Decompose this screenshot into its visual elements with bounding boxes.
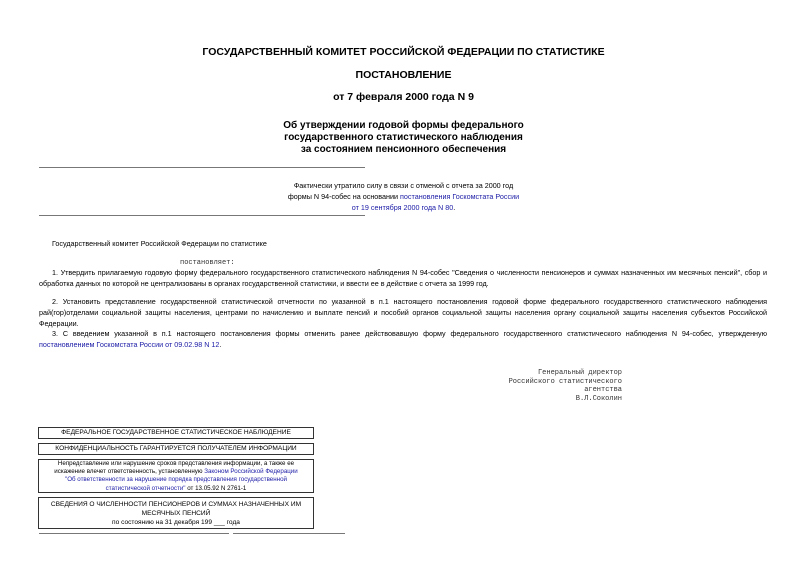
bottom-line — [39, 533, 229, 534]
signature-block — [498, 369, 622, 403]
form-title-line: СВЕДЕНИЯ О ЧИСЛЕННОСТИ ПЕНСИОНЕРОВ И СУММАХ НАЗНАЧЕННЫХ ИМ — [50, 501, 302, 508]
form-box-liability — [38, 459, 314, 493]
resolves-text: постановляет: — [180, 259, 235, 267]
liability-text: искажение влечет ответственность, установленную — [54, 468, 205, 476]
form-box-text: ФЕДЕРАЛЬНОЕ ГОСУДАРСТВЕННОЕ СТАТИСТИЧЕСКОЕ НАБЛЮДЕНИЕ — [61, 429, 291, 436]
status-note-line — [0, 191, 807, 202]
form-box-text — [39, 498, 313, 527]
paragraph-3-end: . — [219, 340, 222, 349]
law-link[interactable]: Законом Российской Федерации — [204, 468, 298, 476]
document-date-number: от 7 февраля 2000 года N 9 — [333, 91, 474, 103]
status-note-line: Фактически утратило силу в связи с отменой с отчета за 2000 год — [293, 181, 514, 190]
signature-line: агентства — [584, 386, 622, 394]
liability-line: Непредставление или нарушение сроков представления информации, а также ее — [57, 460, 295, 467]
title-line: за состоянием пенсионного обеспечения — [300, 144, 507, 155]
signature-line: В.Л.Соколин — [575, 394, 622, 403]
divider-line — [39, 167, 365, 168]
liability-line — [39, 468, 313, 476]
title-line: Об утверждении годовой формы федерального — [283, 120, 524, 131]
status-note-text: формы N 94-собес на основании — [287, 192, 401, 201]
signature-line: Российского статистического — [508, 377, 622, 386]
status-note-text: . — [453, 203, 456, 212]
document-title — [0, 120, 807, 156]
form-box-observation — [38, 427, 314, 439]
signature-line: Генеральный директор — [537, 369, 622, 377]
law-title-link-end[interactable]: статистической отчетности" — [105, 484, 186, 492]
form-box-text: КОНФИДЕНЦИАЛЬНОСТЬ ГАРАНТИРУЕТСЯ ПОЛУЧАТЕЛЕМ ИНФОРМАЦИИ — [55, 445, 297, 452]
form-box-title — [38, 497, 314, 529]
status-note-line — [0, 202, 807, 213]
document-type: ПОСТАНОВЛЕНИЕ — [355, 69, 452, 81]
paragraph-3-text: 3. С введением указанной в п.1 настоящего постановления формы отменить ранее действовавшую форму федерального государственного статистического наблюдения N 94-собес, утвержденную — [52, 329, 767, 338]
divider-line — [39, 215, 365, 216]
repeal-resolution-date-link[interactable]: от 19 сентября 2000 года N 80 — [351, 203, 454, 212]
paragraph-1: 1. Утвердить прилагаемую годовую форму федерального государственного статистического наблюдения N 94-собес "Сведения о численности пенсионеров и суммах назначенных им месячных пенсий", сбор и обработка данных по которой не централизованы в органах государственной статистики, и ввести ее в действие с отчета за 1999 год. — [39, 268, 767, 288]
title-line: государственного статистического наблюдения — [284, 132, 523, 143]
form-date-line: по состоянию на 31 декабря 199 ___ года — [112, 519, 240, 526]
form-title-line: МЕСЯЧНЫХ ПЕНСИЙ — [141, 510, 211, 517]
liability-line — [39, 485, 313, 493]
liability-text: от 13.05.92 N 2761-1 — [185, 484, 247, 492]
form-box-text — [39, 460, 313, 493]
repeal-resolution-link[interactable]: постановления Госкомстата России — [400, 192, 520, 201]
law-title-link[interactable]: "Об ответственности за нарушение порядка представления государственной — [65, 476, 287, 484]
paragraph-3 — [39, 328, 767, 350]
paragraph-2: 2. Установить представление государственной статистической отчетности по указанной в п.1 настоящего постановления годовой форме федерального государственного статистического наблюдения рай(гор)отделами социальной защиты населения, центрами по начислению и выплате пенсий и пособий органов социальной защиты населения органу социальной защиты населения субъектов Российской Федерации. — [39, 297, 767, 328]
intro-text: Государственный комитет Российской Федерации по статистике — [52, 239, 267, 248]
agency-name: ГОСУДАРСТВЕННЫЙ КОМИТЕТ РОССИЙСКОЙ ФЕДЕРАЦИИ ПО СТАТИСТИКЕ — [202, 46, 605, 58]
bottom-line — [233, 533, 345, 534]
form-box-confidentiality — [38, 443, 314, 455]
status-note — [0, 180, 807, 213]
previous-resolution-link[interactable]: постановлением Госкомстата России от 09.02.98 N 12 — [39, 340, 220, 349]
